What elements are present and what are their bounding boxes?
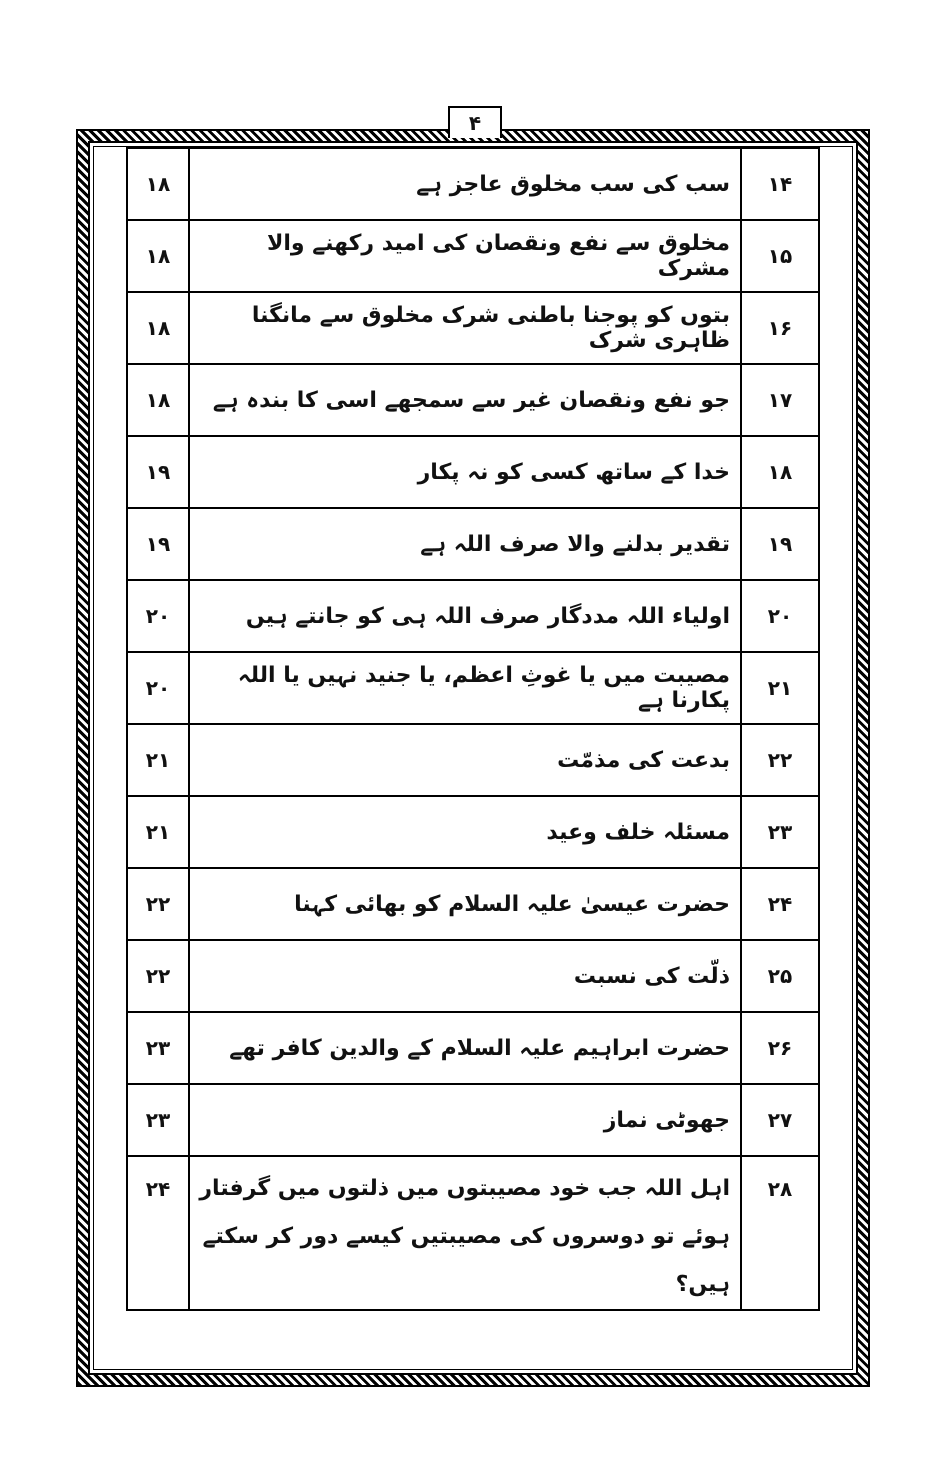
entry-title: ذلّت کی نسبت — [189, 940, 741, 1012]
entry-number: ۲۰ — [741, 580, 819, 652]
entry-title: حضرت ابراہیم علیہ السلام کے والدین کافر تھے — [189, 1012, 741, 1084]
toc-row — [127, 364, 819, 436]
toc-row — [127, 652, 819, 724]
entry-number: ۱۴ — [741, 148, 819, 220]
toc-row — [127, 508, 819, 580]
toc-row — [127, 1156, 819, 1310]
entry-title: جو نفع ونقصان غیر سے سمجھے اسی کا بندہ ہے — [189, 364, 741, 436]
entry-title: بدعت کی مذمّت — [189, 724, 741, 796]
entry-page: ۱۸ — [127, 220, 189, 292]
toc-row — [127, 724, 819, 796]
entry-page: ۱۸ — [127, 292, 189, 364]
toc-row — [127, 436, 819, 508]
entry-number: ۱۶ — [741, 292, 819, 364]
entry-title: تقدیر بدلنے والا صرف اللہ ہے — [189, 508, 741, 580]
entry-number: ۲۲ — [741, 724, 819, 796]
entry-page: ۲۳ — [127, 1012, 189, 1084]
entry-page: ۱۸ — [127, 148, 189, 220]
toc-row — [127, 796, 819, 868]
toc-row — [127, 1012, 819, 1084]
entry-number: ۲۵ — [741, 940, 819, 1012]
entry-title: مخلوق سے نفع ونقصان کی امید رکھنے والا مشرک — [189, 220, 741, 292]
entry-page: ۲۴ — [127, 1156, 189, 1310]
toc-row — [127, 292, 819, 364]
entry-page: ۲۰ — [127, 652, 189, 724]
entry-number: ۱۷ — [741, 364, 819, 436]
entry-page: ۲۲ — [127, 940, 189, 1012]
toc-row — [127, 940, 819, 1012]
entry-title: خدا کے ساتھ کسی کو نہ پکار — [189, 436, 741, 508]
entry-title: بتوں کو پوجنا باطنی شرک مخلوق سے مانگنا ظاہری شرک — [189, 292, 741, 364]
entry-page: ۱۸ — [127, 364, 189, 436]
entry-page: ۱۹ — [127, 436, 189, 508]
entry-number: ۲۸ — [741, 1156, 819, 1310]
entry-page: ۲۰ — [127, 580, 189, 652]
entry-number: ۲۶ — [741, 1012, 819, 1084]
entry-title: اہل اللہ جب خود مصیبتوں میں ذلتوں میں گرفتار ہوئے تو دوسروں کی مصیبتیں کیسے دور کر سکتے ہیں؟ — [189, 1156, 741, 1310]
entry-number: ۲۳ — [741, 796, 819, 868]
entry-title: حضرت عیسیٰ علیہ السلام کو بھائی کہنا — [189, 868, 741, 940]
entry-title: مسئلہ خلف وعید — [189, 796, 741, 868]
entry-page: ۲۱ — [127, 796, 189, 868]
entry-title: مصیبت میں یا غوثِ اعظم، یا جنید نہیں یا اللہ پکارنا ہے — [189, 652, 741, 724]
toc-row — [127, 580, 819, 652]
entry-number: ۲۷ — [741, 1084, 819, 1156]
entry-page: ۲۳ — [127, 1084, 189, 1156]
entry-title: جھوٹی نماز — [189, 1084, 741, 1156]
page-number: ۴ — [448, 106, 502, 138]
entry-page: ۲۱ — [127, 724, 189, 796]
entry-number: ۱۹ — [741, 508, 819, 580]
entry-title: سب کی سب مخلوق عاجز ہے — [189, 148, 741, 220]
entry-number: ۱۵ — [741, 220, 819, 292]
entry-page: ۱۹ — [127, 508, 189, 580]
entry-number: ۱۸ — [741, 436, 819, 508]
entry-page: ۲۲ — [127, 868, 189, 940]
entry-title: اولیاء اللہ مددگار صرف اللہ ہی کو جانتے ہیں — [189, 580, 741, 652]
entry-number: ۲۱ — [741, 652, 819, 724]
toc-row — [127, 868, 819, 940]
table-of-contents — [126, 147, 820, 1311]
toc-row — [127, 220, 819, 292]
entry-number: ۲۴ — [741, 868, 819, 940]
toc-row — [127, 1084, 819, 1156]
toc-row — [127, 148, 819, 220]
